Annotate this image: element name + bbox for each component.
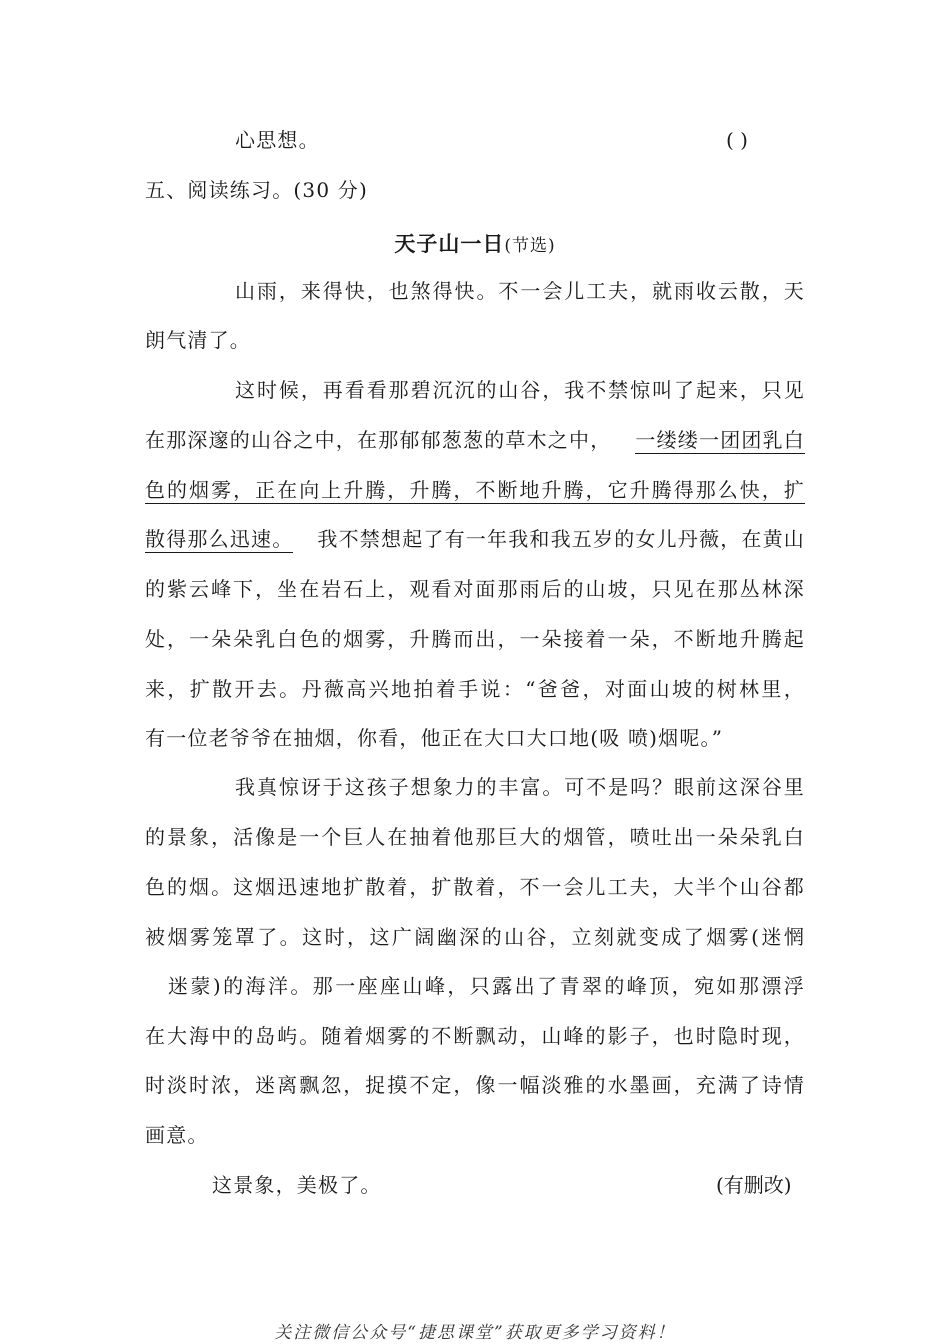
paragraph-line-segment: 我不禁想起了有一年我和我五岁的女儿丹薇，在黄山 [317,527,805,551]
paragraph-line [145,428,805,454]
article-title [0,228,950,258]
underlined-text: 一缕缕一团团乳白 [635,428,805,452]
paragraph-line: 在大海中的岛屿。随着烟雾的不断飘动，山峰的影子，也时隐时现， [145,1024,805,1048]
paragraph-line [145,527,805,553]
paragraph-line: 朗气清了。 [145,328,251,352]
paragraph-line: 的景象，活像是一个巨人在抽着他那巨大的烟管，喷吐出一朵朵乳白 [145,825,805,849]
paragraph-line [145,478,805,502]
underlined-text: 色的烟雾，正在向上升腾，升腾，不断地升腾，它升腾得那么快，扩 [145,478,805,502]
article-title-note: (节选) [504,236,556,256]
question-tail-text: 心思想。 [235,128,320,152]
paragraph-line: 来，扩散开去。丹薇高兴地拍着手说：“爸爸，对面山坡的树林里， [145,677,805,701]
paragraph-line: 山雨，来得快，也煞得快。不一会儿工夫，就雨收云散，天 [235,279,805,303]
article-title-text: 天子山一日 [394,232,505,256]
paragraph-line: 我真惊讶于这孩子想象力的丰富。可不是吗？眼前这深谷里 [235,775,805,799]
paragraph-line: 时淡时浓，迷离飘忽，捉摸不定，像一幅淡雅的水墨画，充满了诗情 [145,1073,805,1097]
paragraph-line: 这时候，再看看那碧沉沉的山谷，我不禁惊叫了起来，只见 [235,378,805,402]
paragraph-line: 处，一朵朵乳白色的烟雾，升腾而出，一朵接着一朵，不断地升腾起 [145,627,805,651]
closing-line: 这景象，美极了。 [212,1173,382,1197]
paragraph-line: 的紫云峰下，坐在岩石上，观看对面那雨后的山坡，只见在那丛林深 [145,577,805,601]
paragraph-line: 画意。 [145,1123,209,1147]
section-heading: 五、阅读练习。(30 分) [145,178,369,202]
source-note: (有删改) [716,1173,792,1197]
paragraph-line: 迷蒙)的海洋。那一座座山峰，只露出了青翠的峰顶，宛如那漂浮 [168,974,805,998]
underlined-text: 散得那么迅速。 [145,527,294,551]
footer-note: 关注微信公众号“捷思课堂”获取更多学习资料！ [274,1323,676,1343]
paragraph-line: 色的烟。这烟迅速地扩散着，扩散着，不一会儿工夫，大半个山谷都 [145,875,805,899]
paragraph-line: 有一位老爷爷在抽烟，你看，他正在大口大口地(吸 喷)烟呢。” [145,726,724,750]
paragraph-line-segment: 在那深邃的山谷之中，在那郁郁葱葱的草木之中， [145,428,612,452]
paragraph-line: 被烟雾笼罩了。这时，这广阔幽深的山谷，立刻就变成了烟雾(迷惘 [145,925,805,949]
answer-bracket: ( ) [726,128,748,152]
